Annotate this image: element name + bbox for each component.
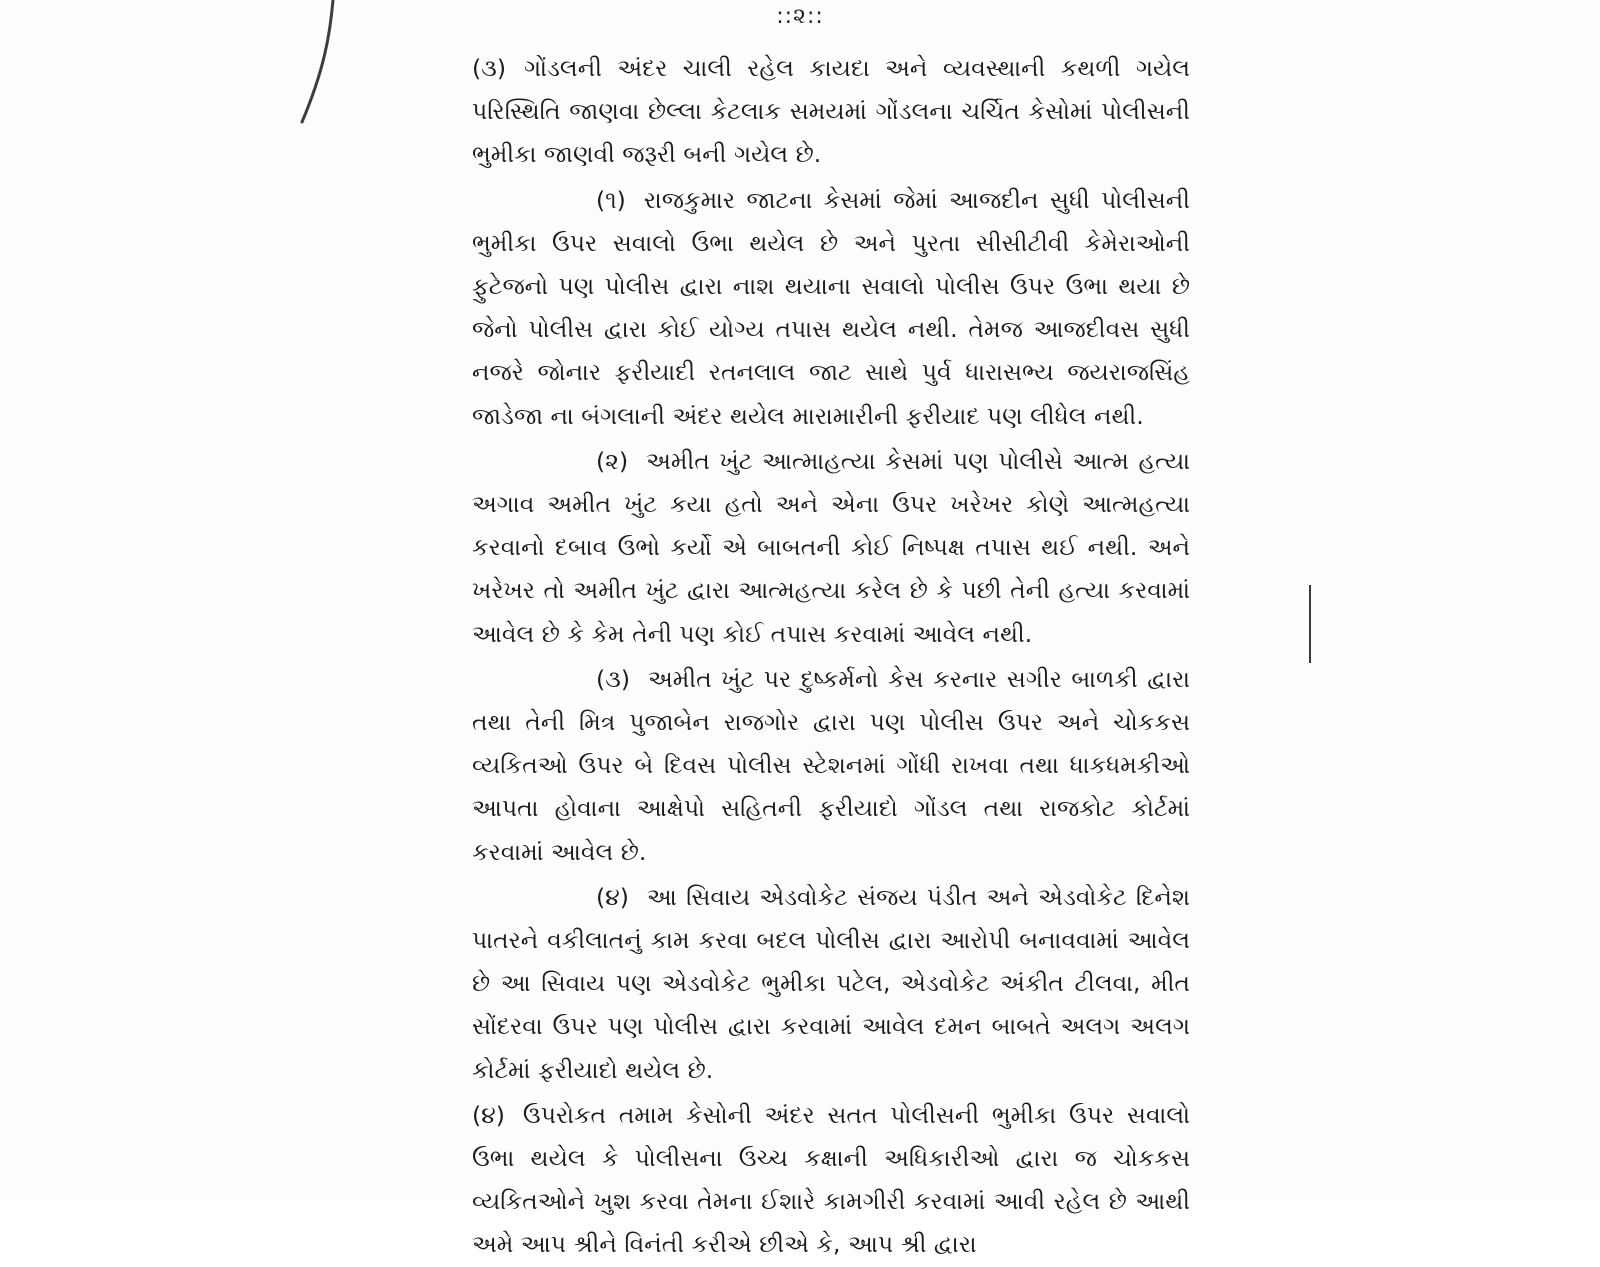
paragraph-number: (૪) [596, 882, 629, 911]
paragraph-sub-2 [472, 440, 1190, 656]
paragraph-text: રાજકુમાર જાટના કેસમાં જેમાં આજદીન સુધી પોલીસની ભુમીકા ઉપર સવાલો ઉભા થયેલ છે અને પુરતા સીસીટીવી કેમેરાઓની ફુટેજનો પણ પોલીસ દ્વારા નાશ થયાના સવાલો પોલીસ ઉપર ઉભા થયા છે જેનો પોલીસ દ્વારા કોઈ યોગ્ય તપાસ થયેલ નથી. તેમજ આજદીવસ સુધી નજરે જોનાર ફરીયાદી રતનલાલ જાટ સાથે પુર્વ ધારાસભ્ય જયરાજસિંહ જાડેજા ના બંગલાની અંદર થયેલ મારામારીની ફરીયાદ પણ લીધેલ નથી. [472, 185, 1190, 430]
paragraph-main-4 [472, 1094, 1190, 1267]
document-body [472, 47, 1190, 1267]
paragraph-text: ઉપરોકત તમામ કેસોની અંદર સતત પોલીસની ભુમીકા ઉપર સવાલો ઉભા થયેલ કે પોલીસના ઉચ્ચ કક્ષાની અધિકારીઓ દ્વારા જ ચોકકસ વ્યકિતઓને ખુશ કરવા તેમના ઈશારે કામગીરી કરવામાં આવી રહેલ છે આથી અમે આપ શ્રીને વિનંતી કરીએ છીએ કે, આપ શ્રી દ્વારા [472, 1100, 1190, 1259]
paragraph-number: (૩) [472, 54, 506, 82]
paragraph-text: ગોંડલની અંદર ચાલી રહેલ કાયદા અને વ્યવસ્થાની કથળી ગયેલ પરિસ્થિતિ જાણવા છેલ્લા કેટલાક સમયમાં ગોંડલના ચર્ચિત કેસોમાં પોલીસની ભુમીકા જાણવી જરૂરી બની ગયેલ છે. [472, 54, 1190, 169]
paragraph-text: અમીત ખુંટ પર દુષ્કર્મનો કેસ કરનાર સગીર બાળકી દ્વારા તથા તેની મિત્ર પુજાબેન રાજગોર દ્વારા પણ પોલીસ ઉપર અને ચોકકસ વ્યકિતઓ ઉપર બે દિવસ પોલીસ સ્ટેશનમાં ગોંધી રાખવા તથા ધાકધમકીઓ આપતા હોવાના આક્ષેપો સહિતની ફરીયાદો ગોંડલ તથા રાજકોટ કોર્ટમાં કરવામાં આવેલ છે. [472, 664, 1190, 866]
scan-edge-line [1309, 585, 1311, 663]
paragraph-sub-3 [472, 658, 1190, 874]
paragraph-number: (૩) [596, 664, 630, 693]
paragraph-number: (૪) [472, 1100, 505, 1129]
paragraph-number: (૨) [596, 446, 629, 475]
paragraph-text: આ સિવાય એડવોકેટ સંજય પંડીત અને એડવોકેટ દિનેશ પાતરને વકીલાતનું કામ કરવા બદલ પોલીસ દ્વારા આરોપી બનાવવામાં આવેલ છે આ સિવાય પણ એડવોકેટ ભુમીકા પટેલ, એડવોકેટ અંકીત ટીલવા, મીત સોંદરવા ઉપર પણ પોલીસ દ્વારા કરવામાં આવેલ દમન બાબતે અલગ અલગ કોર્ટમાં ફરીયાદો થયેલ છે. [472, 882, 1190, 1084]
paragraph-text: અમીત ખુંટ આત્માહત્યા કેસમાં પણ પોલીસે આત્મ હત્યા અગાવ અમીત ખુંટ કયા હતો અને એના ઉપર ખરેખર કોણે આત્મહત્યા કરવાનો દબાવ ઉભો કર્યો એ બાબતની કોઈ નિષ્પક્ષ તપાસ થઈ નથી. અને ખરેખર તો અમીત ખુંટ દ્વારા આત્મહત્યા કરેલ છે કે પછી તેની હત્યા કરવામાં આવેલ છે કે કેમ તેની પણ કોઈ તપાસ કરવામાં આવેલ નથી. [472, 446, 1190, 648]
paragraph-sub-4 [472, 876, 1190, 1092]
paragraph-number: (૧) [596, 185, 626, 214]
paragraph-main-3 [472, 47, 1190, 177]
paragraph-sub-1 [472, 179, 1190, 438]
page-number: ::૨:: [776, 4, 824, 29]
